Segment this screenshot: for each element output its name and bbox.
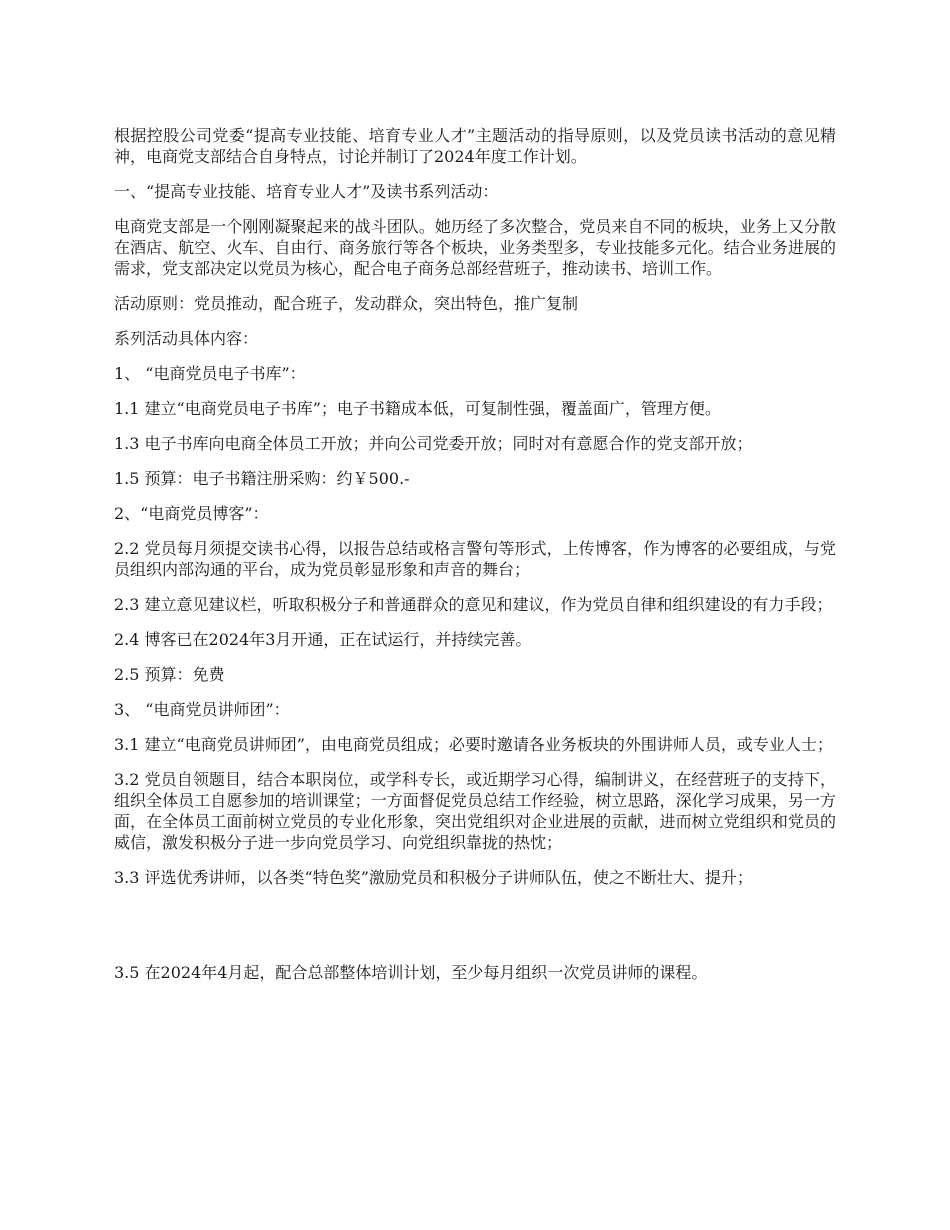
blank-gap (114, 902, 836, 962)
item-3-5: 3.5 在2024年4月起，配合总部整体培训计划，至少每月组织一次党员讲师的课程。 (114, 963, 708, 982)
item-2-4: 2.4 博客已在2024年3月开通，正在试运行，并持续完善。 (114, 630, 532, 649)
activity-principle: 活动原则：党员推动，配合班子，发动群众，突出特色，推广复制 (114, 294, 579, 313)
item-3-1: 3.1 建立“电商党员讲师团”，由电商党员组成；必要时邀请各业务板块的外围讲师人员，或专业人士； (114, 735, 833, 754)
item-heading-lecturers: 3、 “电商党员讲师团”： (114, 700, 290, 719)
item-heading-blog: 2、“电商党员博客”： (114, 504, 269, 523)
section-heading-1: 一、“提高专业技能、培育专业人才”及读书系列活动： (114, 182, 499, 201)
item-1-3: 1.3 电子书库向电商全体员工开放；并向公司党委开放；同时对有意愿合作的党支部开放； (114, 434, 753, 453)
item-3-2: 3.2 党员自领题目，结合本职岗位，或学科专长，或近期学习心得，编制讲义，在经营班子的支持下，组织全体员工自愿参加的培训课堂；一方面督促党员总结工作经验，树立思路，深化学习成果，另一方面，在全体员工面前树立党员的专业化形象，突出党组织对企业进展的贡献，进而树立党组织和党员的威信，激发积极分子进一步向党员学习、向党组织靠拢的热忱； (114, 770, 836, 852)
item-2-3: 2.3 建立意见建议栏，听取积极分子和普通群众的意见和建议，作为党员自律和组织建设的有力手段； (114, 595, 833, 614)
item-2-5: 2.5 预算：免费 (114, 665, 225, 684)
activity-content-heading: 系列活动具体内容： (114, 329, 259, 348)
document-body (114, 125, 836, 997)
item-1-1: 1.1 建立“电商党员电子书库”；电子书籍成本低，可复制性强，覆盖面广，管理方便。 (114, 399, 721, 418)
item-heading-ebook: 1、 “电商党员电子书库”： (114, 364, 306, 383)
item-2-2: 2.2 党员每月须提交读书心得，以报告总结或格言警句等形式，上传博客，作为博客的必要组成，与党员组织内部沟通的平台，成为党员彰显形象和声音的舞台； (114, 539, 836, 579)
body-paragraph: 电商党支部是一个刚刚凝聚起来的战斗团队。她历经了多次整合，党员来自不同的板块，业务上又分散在酒店、航空、火车、自由行、商务旅行等各个板块，业务类型多，专业技能多元化。结合业务进展的需求，党支部决定以党员为核心，配合电子商务总部经营班子，推动读书、培训工作。 (114, 217, 836, 278)
item-3-3: 3.3 评选优秀讲师，以各类“特色奖”激励党员和积极分子讲师队伍，使之不断壮大、提升； (114, 868, 753, 887)
intro-paragraph: 根据控股公司党委“提高专业技能、培育专业人才”主题活动的指导原则，以及党员读书活动的意见精神，电商党支部结合自身特点，讨论并制订了2024年度工作计划。 (114, 126, 836, 166)
item-1-5: 1.5 预算：电子书籍注册采购：约￥500.- (114, 469, 410, 488)
